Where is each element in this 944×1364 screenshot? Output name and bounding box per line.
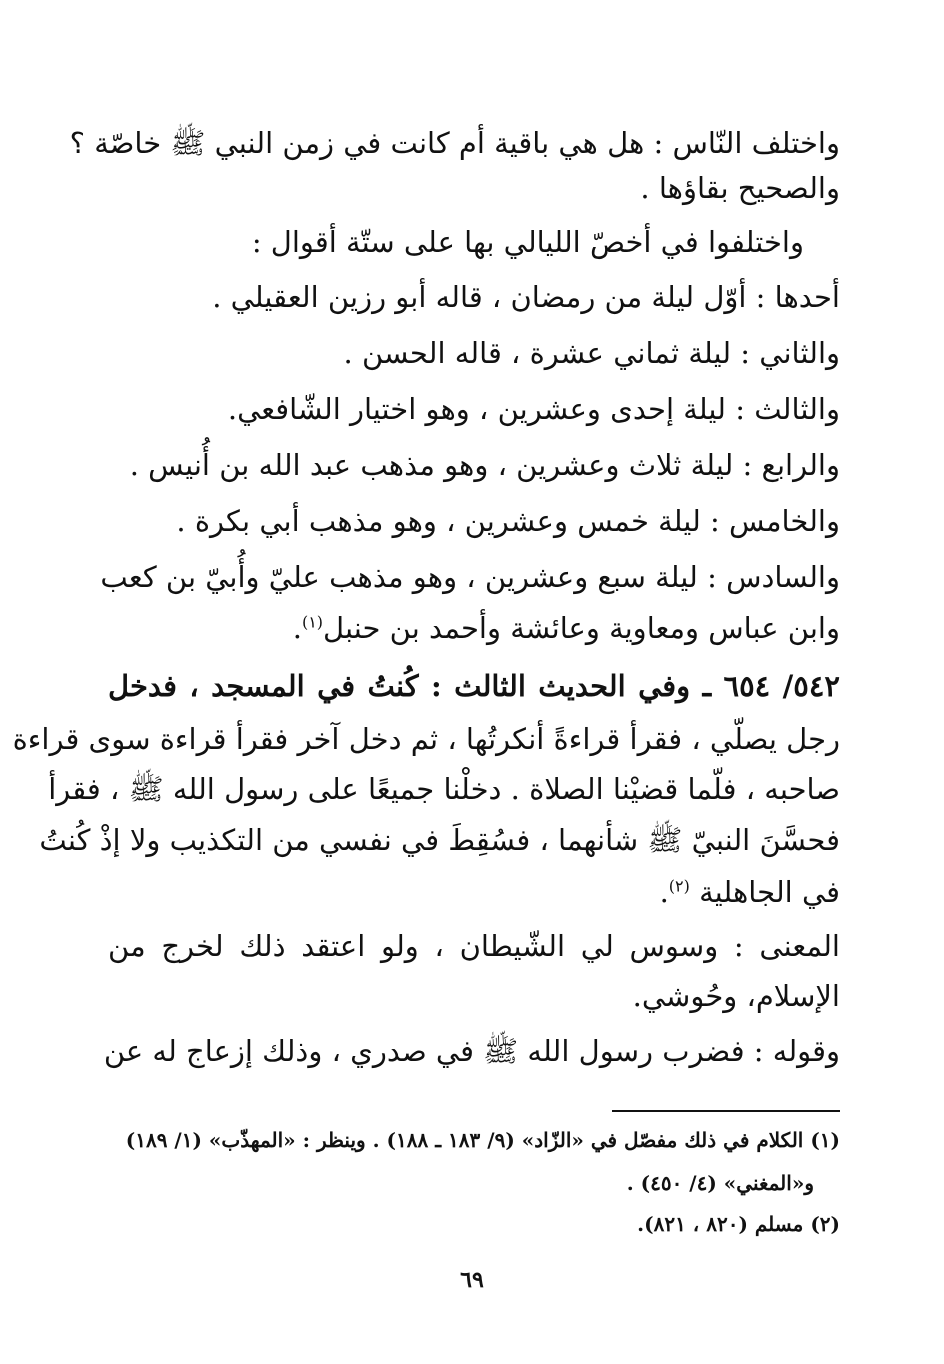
text-line-4: أحدها : أوّل ليلة من رمضان ، قاله أبو رزين العقيلي . [212,280,840,314]
text-line-2: والصحيح بقاؤها . [640,171,840,205]
footnote-1: (١) الكلام في ذلك مفصّل في «الزّاد» (٩/ ١٨٣ ـ ١٨٨) . وينظر : «المهذّب» (١/ ١٨٩) [125,1128,840,1152]
text-line-8: والخامس : ليلة خمس وعشرين ، وهو مذهب أبي بكرة . [176,504,840,538]
text-line-12: رجل يصلّي ، فقرأ قراءةً أنكرتُها ، ثم دخل آخر فقرأ قراءة سوى قراءة [12,722,840,756]
period: . [659,875,669,909]
text-line-10: وابن عباس ومعاوية وعائشة وأحمد بن حنبل$^{(١)}$. [292,611,840,645]
footnote-1-continuation: و«المغني» (٤/ ٤٥٠) . [626,1171,814,1195]
footnote-separator [612,1110,840,1112]
footnote-ref-2: (٢) [668,876,690,896]
text-line-6: والثالث : ليلة إحدى وعشرين ، وهو اختيار الشّافعي. [227,392,840,426]
text-line-15: في الجاهلية $^{(٢)}$. [659,875,840,909]
text-line-1: واختلف النّاس : هل هي باقية أم كانت في زمن النبي ﷺ خاصّة ؟ [69,126,840,160]
footnote-ref-1: (١) [301,612,324,632]
text-line-17: الإسلام، وحُوشي. [632,979,840,1013]
text-line-16: المعنى : وسوس لي الشّيطان ، ولو اعتقد ذلك لخرج من [108,929,840,963]
page-number: ٦٩ [460,1267,484,1293]
text-line-5: والثاني : ليلة ثماني عشرة ، قاله الحسن . [343,336,840,370]
footnote-2: (٢) مسلم (٨٢٠ ، ٨٢١). [637,1212,840,1236]
text-line-14: فحسَّنَ النبيّ ﷺ شأنهما ، فسُقِطَ في نفسي من التكذيب ولا إذْ كُنتُ [39,823,840,857]
text-line-18: وقوله : فضرب رسول الله ﷺ في صدري ، وذلك إزعاج له عن [103,1034,840,1068]
text-line-9: والسادس : ليلة سبع وعشرين ، وهو مذهب عليّ وأُبيّ بن كعب [100,560,840,594]
text-line-13: صاحبه ، فلّما قضيْنا الصلاة . دخلْنا جميعًا على رسول الله ﷺ ، فقرأ [48,772,840,806]
hadith-heading-line [108,658,840,714]
hadith-heading-text: وفي الحديث الثالث : كُنتُ في المسجد ، فدخل [108,669,691,703]
hadith-number: ٥٤٢/ ٦٥٤ ـ [702,669,840,703]
text-line-7: والرابع : ليلة ثلاث وعشرين ، وهو مذهب عبد الله بن أُنيس . [129,448,840,482]
period: . [292,611,302,645]
text-line-3: واختلفوا في أخصّ الليالي بها على ستّة أقوال : [251,225,804,259]
